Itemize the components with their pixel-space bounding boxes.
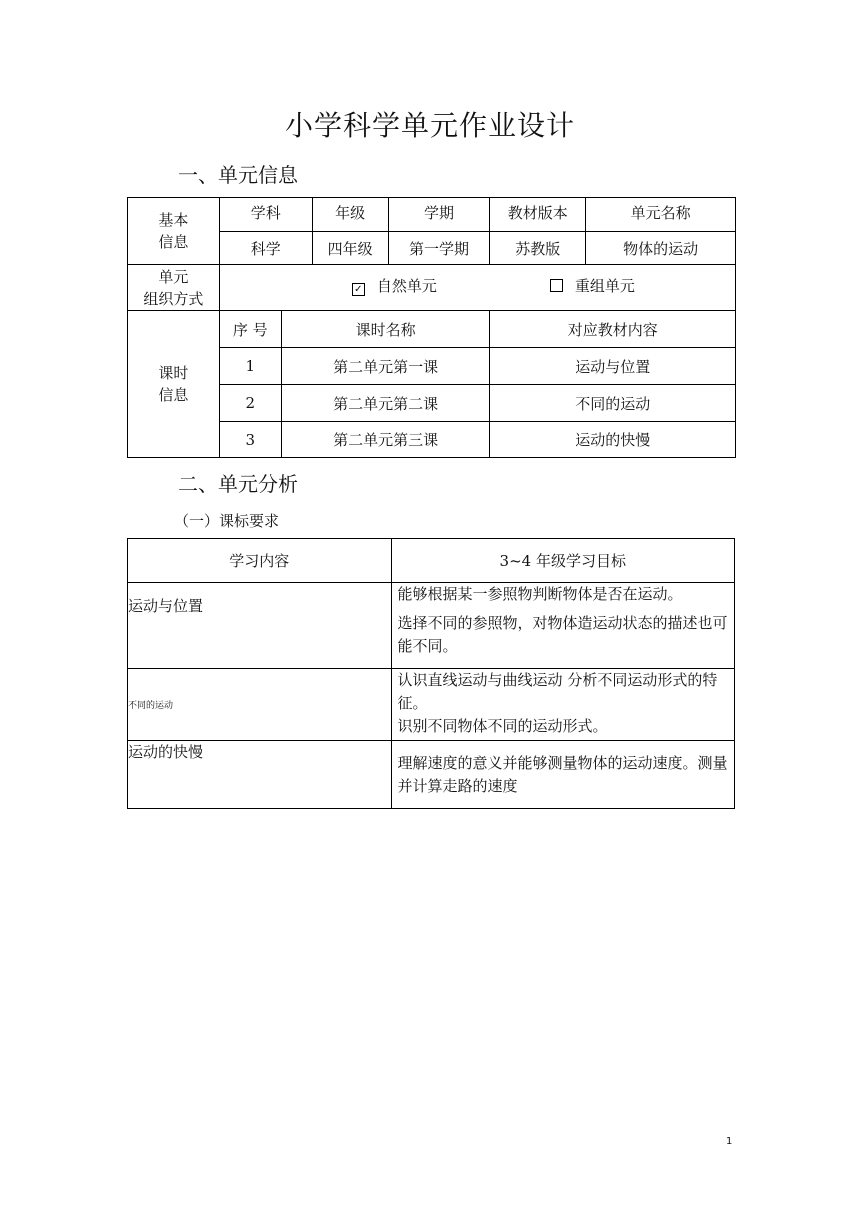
option-natural-unit[interactable]: ✓ 自然单元 xyxy=(352,275,437,296)
document-title: 小学科学单元作业设计 xyxy=(284,109,575,142)
lesson-no: 3 xyxy=(219,422,281,458)
section-heading-unit-info: 一、单元信息 xyxy=(178,163,298,187)
lesson-content: 不同的运动 xyxy=(490,385,736,422)
header-learning-content: 学习内容 xyxy=(128,539,392,583)
header-lesson-name: 课时名称 xyxy=(281,311,490,348)
lesson-name: 第二单元第二课 xyxy=(281,385,490,422)
header-unit-name: 单元名称 xyxy=(586,198,736,232)
lesson-no: 1 xyxy=(219,348,281,385)
lesson-content: 运动与位置 xyxy=(490,348,736,385)
lesson-name: 第二单元第一课 xyxy=(281,348,490,385)
value-unit-name: 物体的运动 xyxy=(586,232,736,265)
standard-content: 运动与位置 xyxy=(128,583,392,669)
section-heading-unit-analysis: 二、单元分析 xyxy=(178,472,298,496)
header-textbook-content: 对应教材内容 xyxy=(490,311,736,348)
lesson-name: 第二单元第三课 xyxy=(281,422,490,458)
curriculum-standards-table xyxy=(127,538,735,809)
header-learning-goals: 3~4 年级学习目标 xyxy=(391,539,734,583)
page-number: 1 xyxy=(726,1136,733,1147)
checkbox-unchecked-icon[interactable] xyxy=(550,279,563,292)
lesson-info-label: 课时 信息 xyxy=(128,311,220,458)
standard-content: 不同的运动 xyxy=(128,669,392,741)
standard-goals: 理解速度的意义并能够测量物体的运动速度。测量并计算走路的速度 xyxy=(391,741,734,809)
organization-label: 单元 组织方式 xyxy=(128,265,220,311)
value-subject: 科学 xyxy=(219,232,312,265)
value-edition: 苏教版 xyxy=(490,232,586,265)
value-term: 第一学期 xyxy=(388,232,490,265)
header-subject: 学科 xyxy=(219,198,312,232)
subheading-curriculum-standards: （一）课标要求 xyxy=(174,512,280,530)
checkbox-checked-icon[interactable]: ✓ xyxy=(352,283,365,296)
value-grade: 四年级 xyxy=(312,232,388,265)
organization-options xyxy=(219,265,735,311)
header-edition: 教材版本 xyxy=(490,198,586,232)
lesson-content: 运动的快慢 xyxy=(490,422,736,458)
header-term: 学期 xyxy=(388,198,490,232)
option-regrouped-unit[interactable]: 重组单元 xyxy=(550,275,635,296)
header-lesson-no: 序 号 xyxy=(219,311,281,348)
header-grade: 年级 xyxy=(312,198,388,232)
unit-info-table xyxy=(127,197,736,458)
standard-content: 运动的快慢 xyxy=(128,741,392,809)
lesson-no: 2 xyxy=(219,385,281,422)
standard-goals: 能够根据某一参照物判断物体是否在运动。 选择不同的参照物，对物体造运动状态的描述也可能不同。 xyxy=(391,583,734,669)
basic-info-label: 基本 信息 xyxy=(128,198,220,265)
standard-goals: 认识直线运动与曲线运动 分析不同运动形式的特征。 识别不同物体不同的运动形式。 xyxy=(391,669,734,741)
